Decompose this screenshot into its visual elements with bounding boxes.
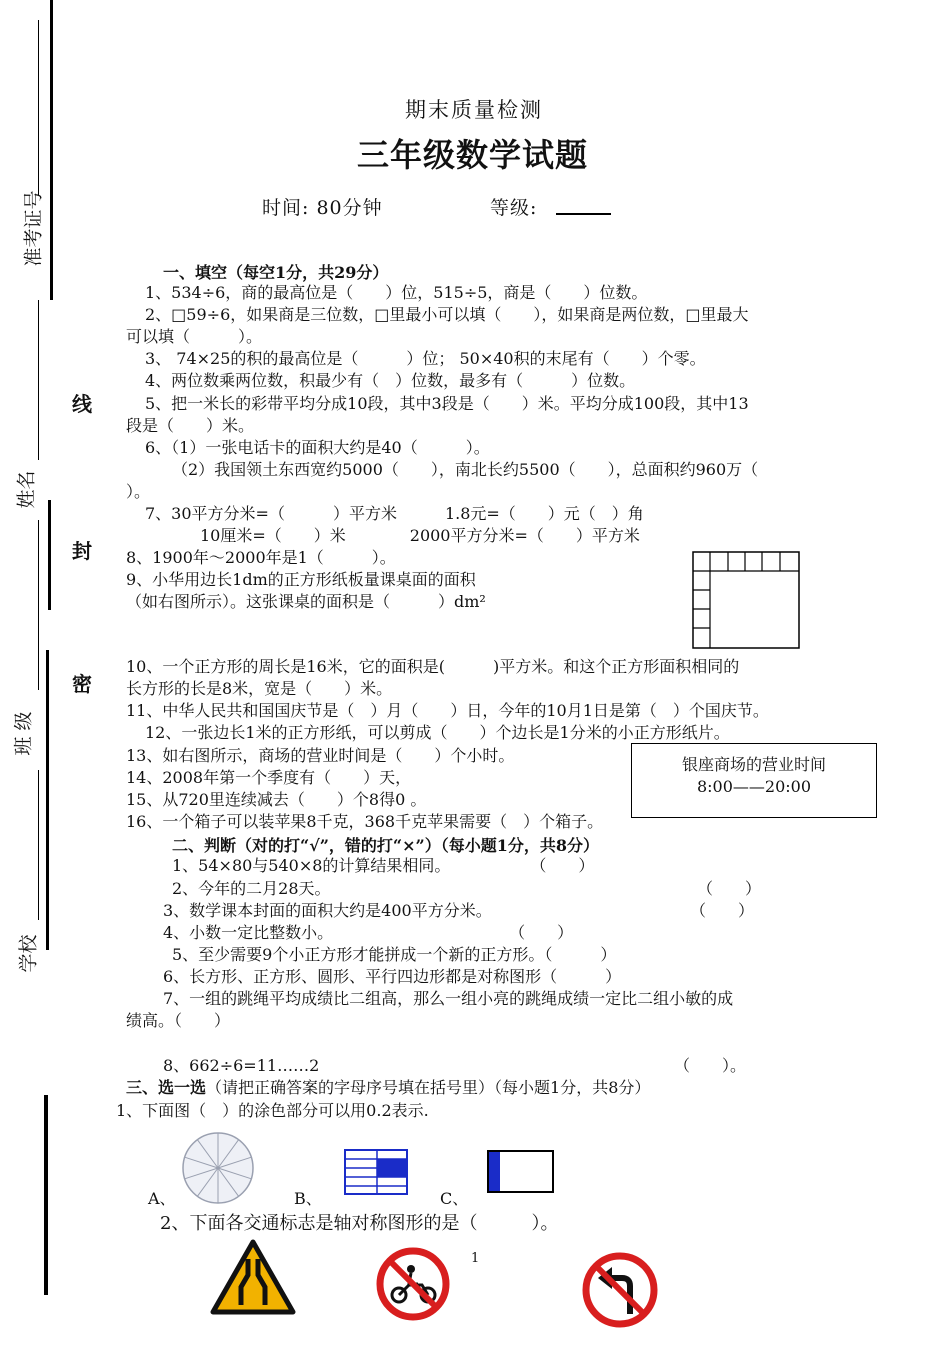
binding-underline-4	[38, 770, 39, 920]
section3-heading-row	[126, 1077, 650, 1099]
q6-line: 6、（1）一张电话卡的面积大约是40（ ）。	[145, 438, 490, 457]
seal-xian: 线	[72, 392, 92, 416]
binding-underline-3	[38, 520, 39, 690]
q10-line-cont: 长方形的长是8米，宽是（ ）米。	[126, 679, 393, 698]
class-label: 班 级	[12, 711, 35, 756]
q6-sub2-cont: ）。	[126, 482, 151, 501]
option-c-label: C、	[440, 1189, 469, 1208]
mall-hours-title: 银座商场的营业时间	[681, 755, 826, 774]
option-b-rect	[344, 1149, 408, 1195]
binding-underline-2	[38, 300, 39, 460]
binding-rule-top	[50, 0, 53, 300]
name-label: 姓名	[15, 470, 38, 509]
section3-heading: 三、选一选	[126, 1078, 207, 1097]
judge-2-paren[interactable]: （ ）	[697, 879, 762, 898]
q9-line-cont: （如右图所示）。这张课桌的面积是（ ）dm²	[126, 592, 486, 611]
option-c-rect	[487, 1150, 555, 1194]
q14-line: 14、2008年第一个季度有（ ）天，	[126, 768, 412, 787]
q4-line: 4、两位数乘两位数，积最少有（ ）位数，最多有（ ）位数。	[145, 371, 636, 390]
judge-8-paren[interactable]: （ ）。	[674, 1056, 747, 1075]
q13-line: 13、如右图所示，商场的营业时间是（ ）个小时。	[126, 746, 515, 765]
q10-line: 10、一个正方形的周长是16米，它的面积是( )平方米。和这个正方形面积相同的	[126, 657, 740, 676]
exam-time: 时间: 80分钟	[262, 197, 383, 219]
q15-line: 15、从720里连续减去（ ）个8得0 。	[126, 790, 427, 809]
q7-line-cont: 10厘米=（ ）米 2000平方分米=（ ）平方米	[200, 526, 640, 545]
section3-note: （请把正确答案的字母序号填在括号里）（每小题1分，共8分）	[206, 1078, 651, 1097]
q16-line: 16、一个箱子可以装苹果8千克，368千克苹果需要（ ）个箱子。	[126, 812, 604, 831]
judge-8: 8、662÷6=11……2	[163, 1056, 320, 1075]
q9-line: 9、小华用边长1dm的正方形纸板量课桌面的面积	[126, 570, 476, 589]
q12-line: 12、一张边长1米的正方形纸，可以剪成（ ）个边长是1分米的小正方形纸片。	[145, 723, 730, 742]
binding-rule-mid2	[46, 650, 49, 950]
choice-q2: 2、下面各交通标志是轴对称图形的是（ ）。	[160, 1213, 559, 1234]
binding-underline-1	[38, 20, 39, 195]
road-narrows-sign-icon	[210, 1239, 296, 1315]
exam-subtitle: 期末质量检测	[405, 98, 543, 122]
exam-number-label: 准考证号	[22, 190, 45, 267]
q5-line: 5、把一米长的彩带平均分成10段，其中3段是（ ）米。平均分成100段，其中13	[145, 394, 749, 413]
q3-line: 3、 74×25的积的最高位是（ ）位； 50×40积的末尾有（ ）个零。	[145, 349, 706, 368]
judge-7: 7、一组的跳绳平均成绩比二组高，那么一组小亮的跳绳成绩一定比二组小敏的成	[163, 989, 734, 1008]
no-left-turn-sign-icon	[582, 1252, 658, 1328]
exam-title: 三年级数学试题	[357, 136, 589, 174]
grade-label: 等级:	[490, 197, 538, 219]
choice-q1: 1、下面图（ ）的涂色部分可以用0.2表示.	[116, 1101, 429, 1120]
judge-7-cont: 绩高。（ ）	[126, 1011, 231, 1030]
option-a-circle	[181, 1131, 255, 1205]
q1-line: 1、534÷6，商的最高位是（ ）位，515÷5，商是（ ）位数。	[145, 283, 648, 302]
q2-line-cont: 可以填（ ）。	[126, 327, 263, 346]
seal-mi: 密	[72, 672, 92, 696]
mall-hours-time: 8:00——20:00	[696, 777, 812, 796]
judge-5: 5、至少需要9个小正方形才能拼成一个新的正方形。（ ）	[172, 945, 617, 964]
q2-line: 2、□59÷6，如果商是三位数，□里最小可以填（ ），如果商是两位数，□里最大	[145, 305, 749, 324]
seal-feng: 封	[72, 539, 92, 563]
option-a-label: A、	[148, 1189, 176, 1208]
page-number: 1	[471, 1251, 480, 1266]
option-b-label: B、	[294, 1189, 322, 1208]
judge-6: 6、长方形、正方形、圆形、平行四边形都是对称图形（ ）	[163, 967, 622, 986]
no-motorcycle-sign-icon	[376, 1247, 450, 1321]
q11-line: 11、中华人民共和国国庆节是（ ）月（ ）日，今年的10月1日是第（ ）个国庆节。	[126, 701, 769, 720]
judge-4: 4、小数一定比整数小。 （ ）	[163, 923, 574, 942]
judge-3: 3、数学课本封面的面积大约是400平方分米。	[163, 901, 492, 920]
grade-blank[interactable]	[556, 213, 611, 215]
judge-2: 2、今年的二月28天。	[172, 879, 331, 898]
q7-line: 7、30平方分米=（ ）平方米 1.8元=（ ）元（ ）角	[145, 504, 644, 523]
section1-heading: 一、填空（每空1分，共29分）	[163, 263, 389, 282]
q5-line-cont: 段是（ ）米。	[126, 416, 255, 435]
judge-3-paren[interactable]: （ ）	[690, 901, 755, 920]
section2-heading: 二、判断（对的打“√”，错的打“×”）（每小题1分，共8分）	[172, 836, 600, 855]
q8-line: 8、1900年～2000年是1（ ）。	[126, 548, 396, 567]
mall-hours-box	[631, 743, 877, 818]
binding-rule-mid	[48, 500, 51, 610]
q6-sub2-line: （2）我国领土东西宽约5000（ ），南北长约5500（ ），总面积约960万（	[172, 460, 759, 479]
desk-grid-figure	[692, 551, 802, 651]
binding-rule-bottom	[44, 1095, 48, 1295]
judge-1: 1、54×80与540×8的计算结果相同。 （ ）	[172, 856, 595, 875]
school-label: 学校	[17, 934, 40, 973]
